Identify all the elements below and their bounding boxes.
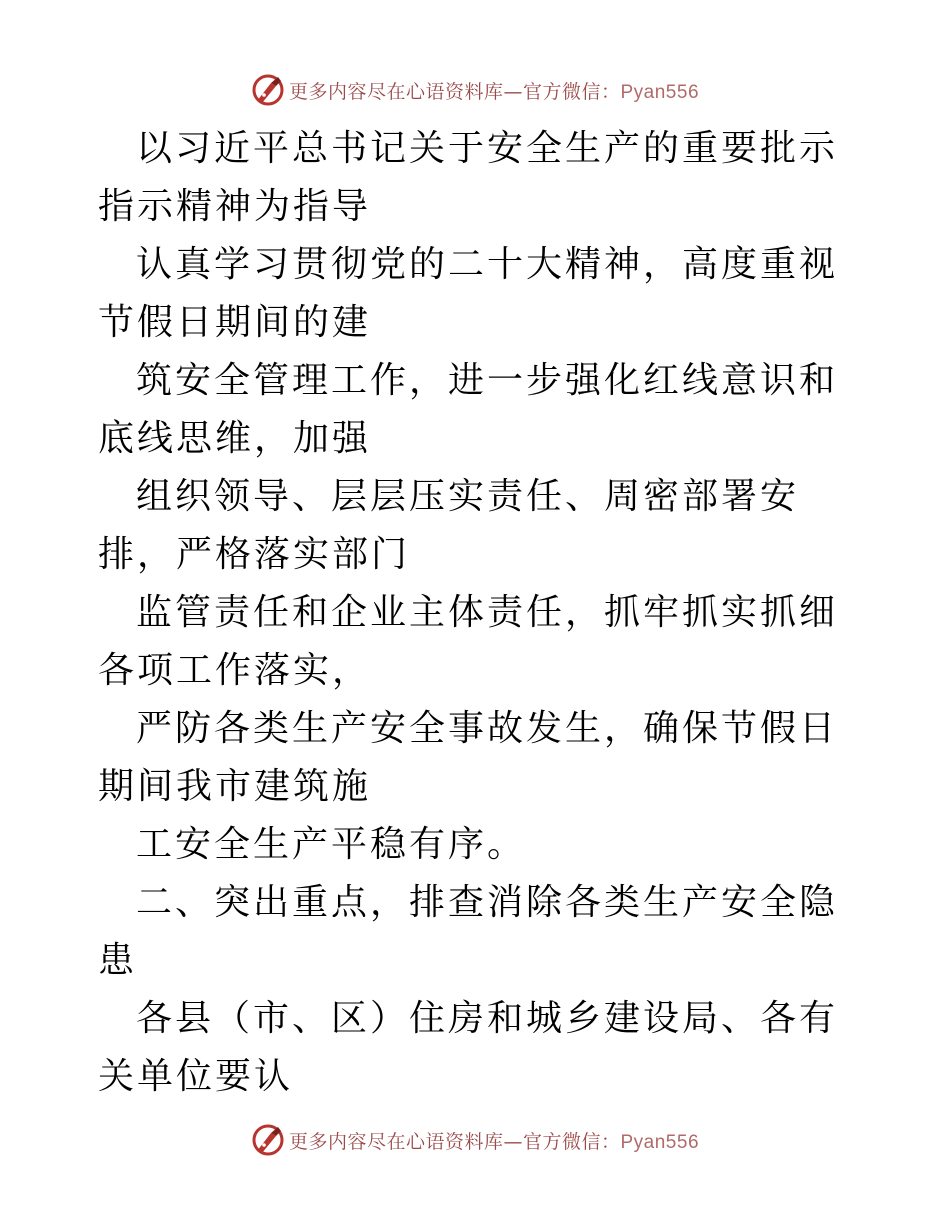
paragraph: 认真学习贯彻党的二十大精神，高度重视节假日期间的建 (98, 244, 839, 343)
paragraph: 筑安全管理工作，进一步强化红线意识和底线思维，加强 (98, 360, 839, 459)
footer-site-text: 更多内容尽在心语资料库—官方微信： (288, 1130, 621, 1153)
paragraph: 各县（市、区）住房和城乡建设局、各有关单位要认 (98, 998, 839, 1097)
footer-banner-text (289, 1127, 699, 1154)
section-heading: 二、突出重点，排查消除各类生产安全隐患 (98, 882, 839, 981)
paragraph: 以习近平总书记关于安全生产的重要批示指示精神为指导 (98, 128, 839, 227)
paragraph: 组织领导、层层压实责任、周密部署安排，严格落实部门 (98, 476, 800, 575)
paragraph: 工安全生产平稳有序。 (136, 824, 527, 865)
footer-wechat-id: Pyan556 (620, 1131, 700, 1153)
header-site-text: 更多内容尽在心语资料库—官方微信： (288, 80, 621, 103)
paragraph: 监管责任和企业主体责任，抓牢抓实抓细各项工作落实， (98, 592, 839, 691)
pen-logo-icon (251, 1123, 285, 1157)
paragraph: 严防各类生产安全事故发生，确保节假日期间我市建筑施 (98, 708, 839, 807)
footer-watermark-banner (0, 1120, 950, 1160)
header-watermark-banner (0, 70, 950, 110)
pen-logo-icon (251, 73, 285, 107)
header-wechat-id: Pyan556 (620, 81, 700, 103)
document-body (98, 120, 858, 1106)
header-banner-text (289, 77, 699, 104)
